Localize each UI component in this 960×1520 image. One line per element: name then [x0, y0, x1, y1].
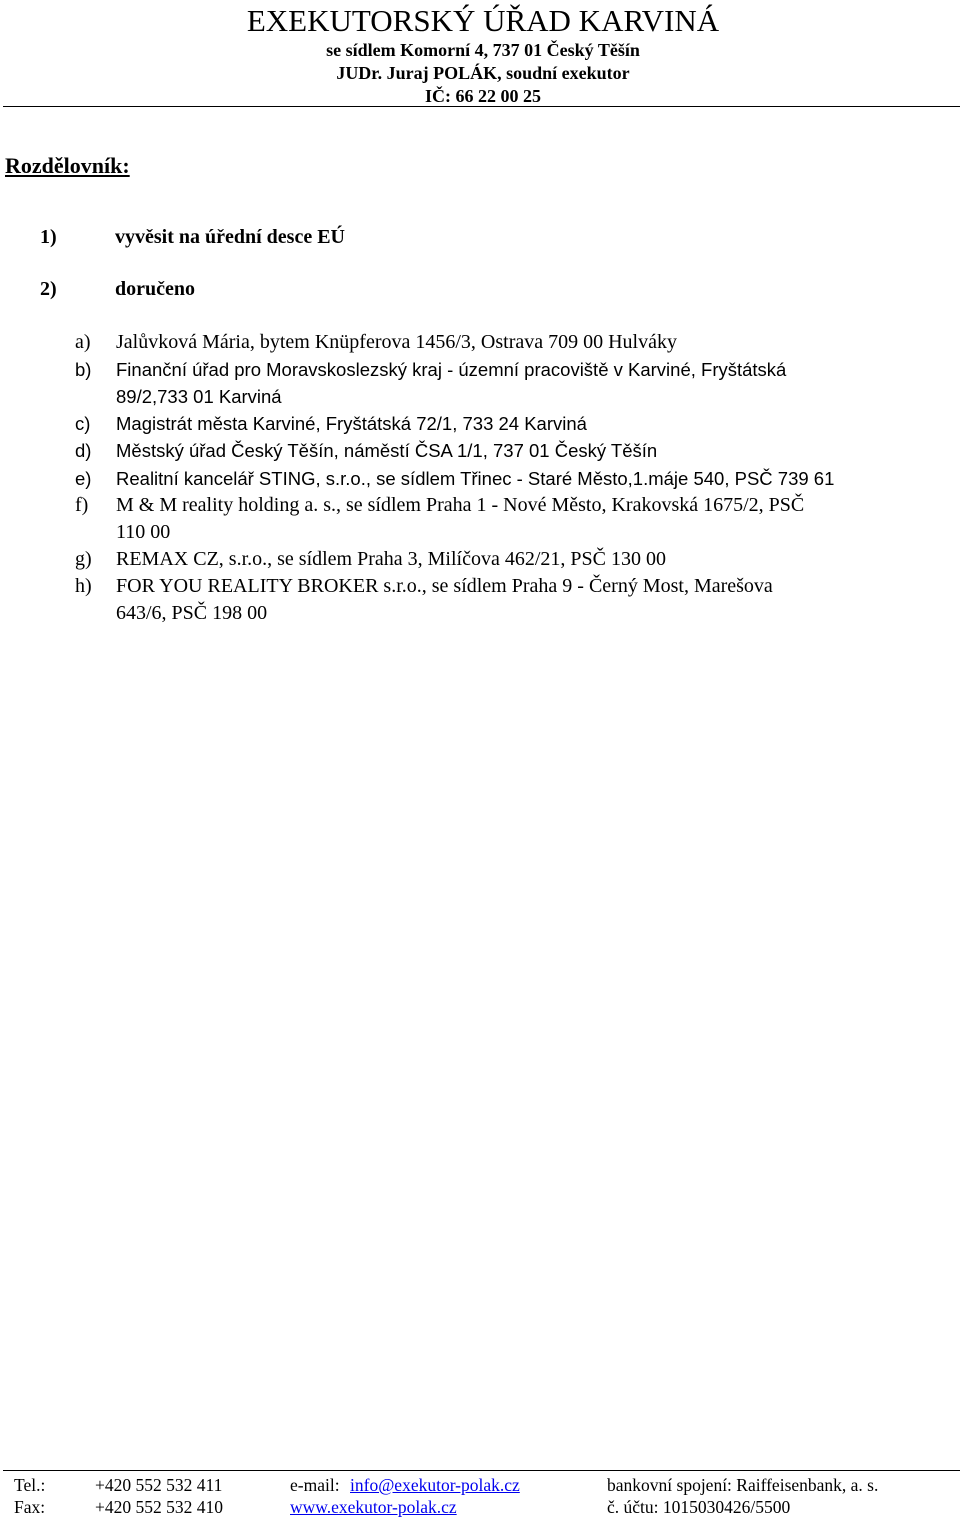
item-text: vyvěsit na úřední desce EÚ	[115, 226, 345, 248]
item-text: doručeno	[115, 278, 195, 300]
recipient-text: M & M reality holding a. s., se sídlem Praha 1 - Nové Město, Krakovská 1675/2, PSČ	[116, 494, 805, 516]
distribution-title: Rozdělovník:	[5, 153, 130, 178]
recipient-letter: c)	[75, 413, 91, 434]
tel-number: +420 552 532 411	[95, 1475, 223, 1495]
tel-label: Tel.:	[14, 1475, 46, 1495]
item-number: 1)	[40, 226, 57, 248]
fax-number: +420 552 532 410	[95, 1497, 223, 1517]
distribution-item	[40, 225, 345, 249]
bank-account: č. účtu: 1015030426/5500	[607, 1497, 791, 1517]
recipient-letter: a)	[75, 331, 91, 353]
recipient-letter: h)	[75, 575, 92, 597]
item-number: 2)	[40, 278, 57, 300]
recipient-text: Jalůvková Mária, bytem Knüpferova 1456/3, Ostrava 709 00 Hulváky	[116, 331, 677, 353]
recipient-letter: e)	[75, 468, 92, 489]
recipient-text-continued: 110 00	[116, 521, 171, 543]
fax-label: Fax:	[14, 1497, 46, 1517]
recipient-letter: d)	[75, 440, 92, 461]
recipient-text-continued: 89/2,733 01 Karviná	[116, 386, 282, 407]
recipient-text: Finanční úřad pro Moravskoslezský kraj - územní pracoviště v Karviné, Fryštátská	[116, 359, 787, 380]
recipient-text: Městský úřad Český Těšín, náměstí ČSA 1/1, 737 01 Český Těšín	[116, 440, 658, 461]
recipient-text: Magistrát města Karviné, Fryštátská 72/1, 733 24 Karviná	[116, 413, 587, 434]
footer-divider	[3, 1470, 960, 1471]
office-seat: se sídlem Komorní 4, 737 01 Český Těšín	[326, 40, 640, 60]
email-label: e-mail:	[290, 1475, 340, 1495]
email-link[interactable]: info@exekutor-polak.cz	[350, 1475, 520, 1495]
recipient-text-continued: 643/6, PSČ 198 00	[116, 602, 268, 624]
office-title: EXEKUTORSKÝ ÚŘAD KARVINÁ	[246, 3, 720, 38]
distribution-item	[40, 277, 195, 301]
bank-info: bankovní spojení: Raiffeisenbank, a. s.	[607, 1475, 879, 1495]
executor-name: JUDr. Juraj POLÁK, soudní exekutor	[336, 63, 630, 83]
recipient-text: FOR YOU REALITY BROKER s.r.o., se sídlem Praha 9 - Černý Most, Marešova	[116, 575, 773, 597]
recipient-letter: b)	[75, 359, 92, 380]
recipient-letter: f)	[75, 494, 89, 516]
recipient-letter: g)	[75, 548, 92, 570]
recipient-text: Realitní kancelář STING, s.r.o., se sídlem Třinec - Staré Město,1.máje 540, PSČ 739 61	[116, 468, 835, 489]
recipient-text: REMAX CZ, s.r.o., se sídlem Praha 3, Milíčova 462/21, PSČ 130 00	[116, 548, 666, 570]
company-id: IČ: 66 22 00 25	[425, 86, 541, 106]
header-divider	[3, 106, 960, 107]
website-link[interactable]: www.exekutor-polak.cz	[290, 1497, 457, 1517]
